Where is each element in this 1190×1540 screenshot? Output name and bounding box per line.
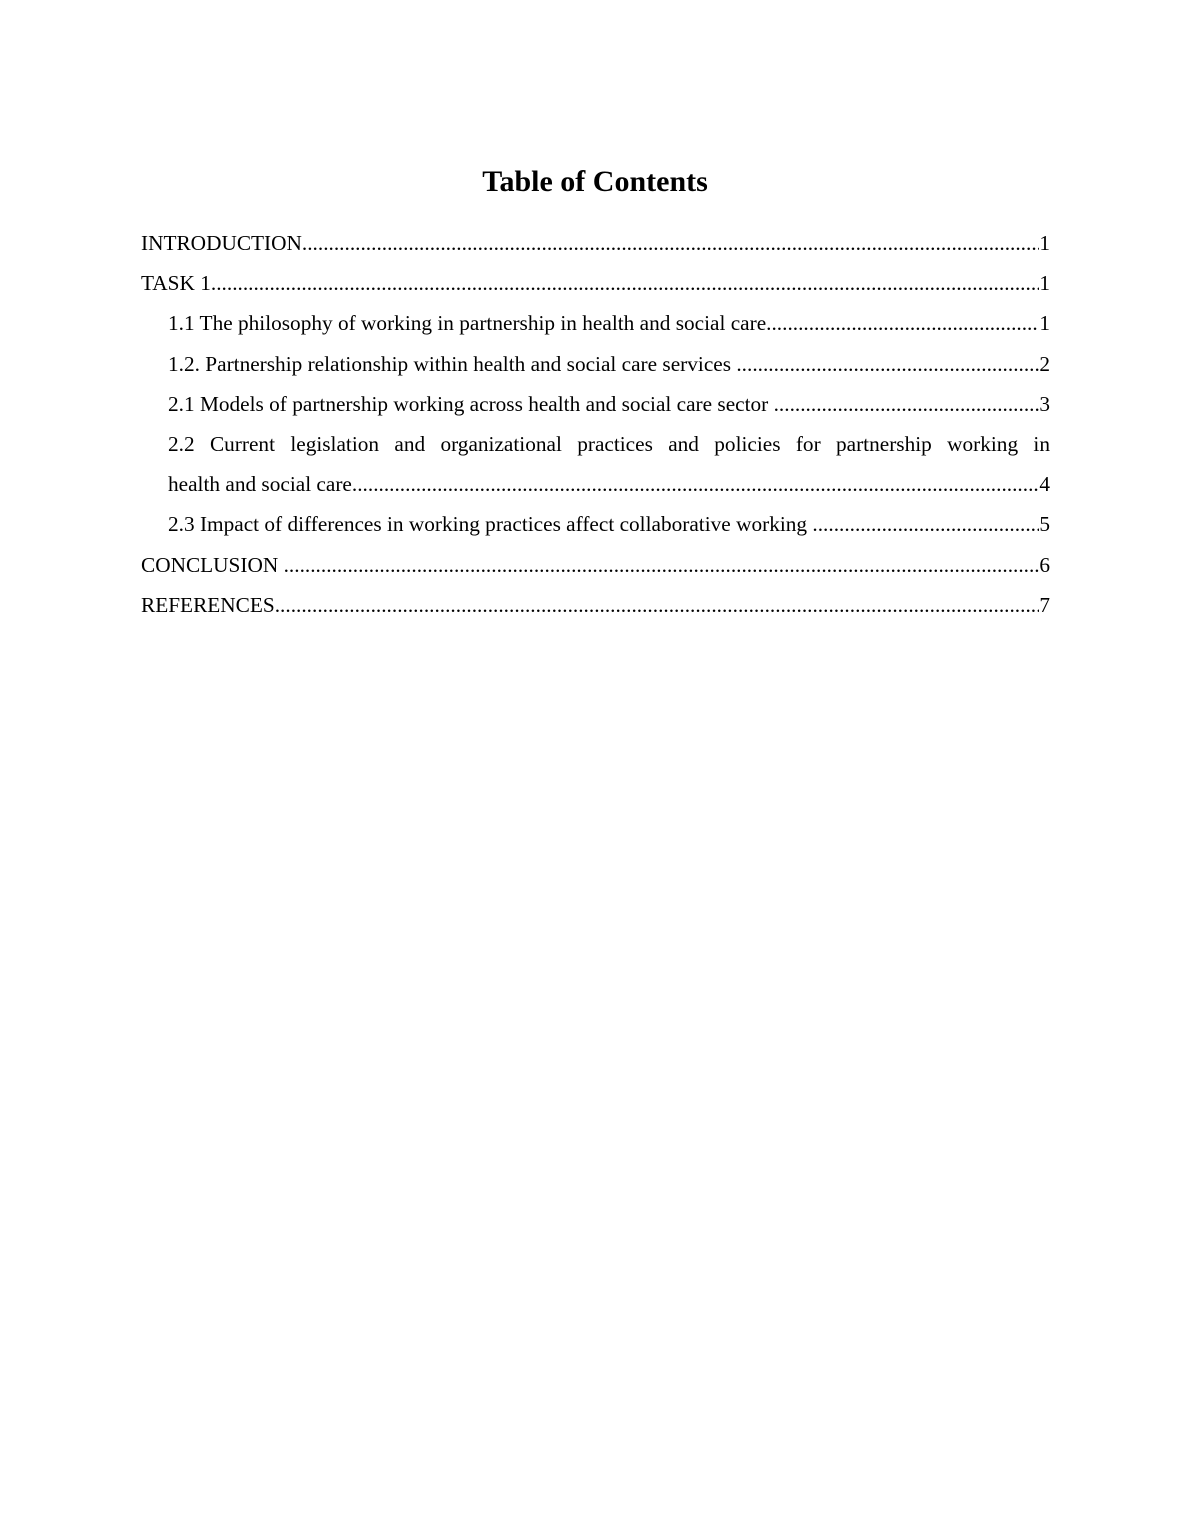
toc-page-number: 2 [1039,351,1050,376]
toc-entry-label-line-1: 2.2 Current legislation and organizational practices and policies for partnership working in [168,431,1050,456]
toc-entry-conclusion[interactable] [141,545,1050,585]
toc-entry-2-2[interactable] [141,424,1050,504]
toc-page-number: 6 [1039,552,1050,577]
toc-dot-leader [211,263,1039,303]
toc-dot-leader [302,223,1039,263]
toc-entry-references[interactable] [141,585,1050,625]
toc-entry-label: 1.2. Partnership relationship within health and social care services [168,351,737,376]
toc-entry-label: 2.3 Impact of differences in working practices affect collaborative working [168,512,813,537]
toc-entry-label: TASK 1 [141,271,211,296]
toc-dot-leader [812,504,1039,544]
toc-entry-line-2 [168,464,1050,504]
toc-dot-leader [774,384,1040,424]
toc-dot-leader [352,464,1039,504]
toc-entry-1-2[interactable] [141,344,1050,384]
toc-entry-label-line-2: health and social care [168,472,352,497]
toc-entry-1-1[interactable] [141,303,1050,343]
toc-list [141,223,1050,625]
toc-entry-label: 2.1 Models of partnership working across health and social care sector [168,391,774,416]
toc-title: Table of Contents [482,165,708,198]
toc-entry-label: 1.1 The philosophy of working in partnership in health and social care [168,311,767,336]
toc-page-number: 1 [1039,311,1050,336]
toc-page-number: 4 [1039,472,1050,497]
toc-entry-task-1[interactable] [141,263,1050,303]
toc-page-number: 1 [1039,271,1050,296]
toc-entry-label: INTRODUCTION [141,231,302,255]
toc-dot-leader [275,585,1040,625]
toc-entry-2-3[interactable] [141,504,1050,544]
toc-page-number: 7 [1039,592,1050,617]
toc-page-number: 3 [1039,391,1050,416]
toc-entry-label: REFERENCES [141,592,275,617]
toc-entry-2-1[interactable] [141,384,1050,424]
toc-dot-leader [284,545,1040,585]
toc-entry-label: CONCLUSION [141,552,284,577]
toc-dot-leader [736,344,1039,384]
toc-page-number: 5 [1039,512,1050,537]
toc-entry-introduction[interactable] [141,223,1050,263]
toc-page-number: 1 [1039,231,1050,255]
toc-dot-leader [766,303,1039,343]
